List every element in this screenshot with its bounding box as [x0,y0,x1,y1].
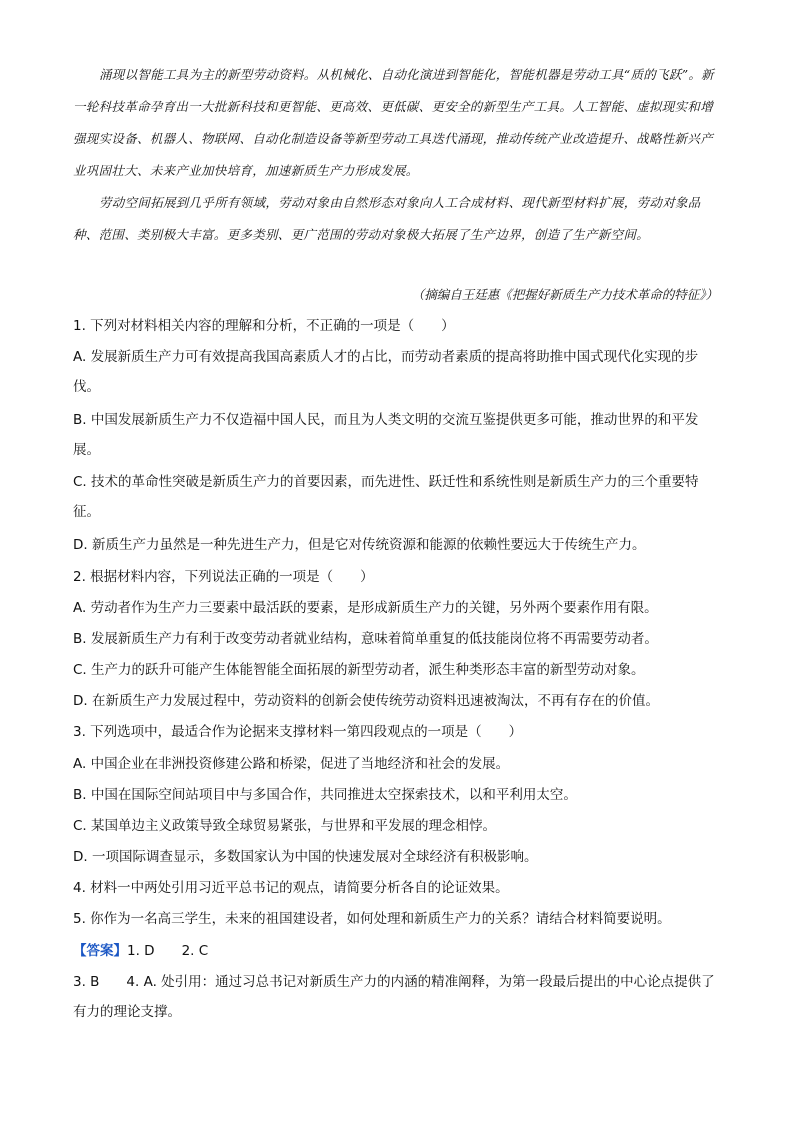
question-3-option-d: D. 一项国际调查显示，多数国家认为中国的快速发展对全球经济有积极影响。 [73,849,538,865]
question-1-option-b: B. 中国发展新质生产力不仅造福中国人民，而且为人类文明的交流互鉴提供更多可能，推动世界的和平发展。 [73,412,699,458]
question-1-option-d: D. 新质生产力虽然是一种先进生产力，但是它对传统资源和能源的依赖性要远大于传统生产力。 [73,537,646,553]
question-3-option-a: A. 中国企业在非洲投资修建公路和桥梁，促进了当地经济和社会的发展。 [73,756,510,772]
question-1-option-c: C. 技术的革命性突破是新质生产力的首要因素，而先进性、跃迁性和系统性则是新质生产力的三个重要特征。 [73,474,699,520]
question-1-option-a: A. 发展新质生产力可有效提高我国高素质人才的占比，而劳动者素质的提高将助推中国式现代化实现的步伐。 [73,349,699,395]
answer-tag: 【答案】 [73,943,127,959]
question-2-option-c: C. 生产力的跃升可能产生体能智能全面拓展的新型劳动者，派生种类形态丰富的新型劳动对象。 [73,662,645,678]
answer-line-1 [73,936,723,966]
question-5-stem: 5. 你作为一名高三学生，未来的祖国建设者，如何处理和新质生产力的关系？请结合材料简要说明。 [73,911,671,927]
question-3-stem: 3. 下列选项中，最适合作为论据来支撑材料一第四段观点的一项是（ ） [73,724,523,740]
question-2-option-b: B. 发展新质生产力有利于改变劳动者就业结构，意味着简单重复的低技能岗位将不再需要劳动者。 [73,631,658,647]
answer-line-2: 3. B 4. A. 处引用：通过习总书记对新质生产力的内涵的精准阐释，为第一段最后提出的中心论点提供了有力的理论支撑。 [73,974,715,1020]
question-2-option-a: A. 劳动者作为生产力三要素中最活跃的要素，是形成新质生产力的关键，另外两个要素作用有限。 [73,600,658,616]
material-source: （摘编自王廷惠《把握好新质生产力技术革命的特征》） [411,287,718,302]
question-2-stem: 2. 根据材料内容，下列说法正确的一项是（ ） [73,569,374,585]
question-4-stem: 4. 材料一中两处引用习近平总书记的观点，请简要分析各自的论证效果。 [73,880,509,896]
question-1-stem: 1. 下列对材料相关内容的理解和分析，不正确的一项是（ ） [73,318,455,334]
answer-values: 1. D 2. C [127,943,209,959]
question-3-option-b: B. 中国在国际空间站项目中与多国合作，共同推进太空探索技术，以和平利用太空。 [73,787,577,803]
material-paragraph-2: 劳动空间拓展到几乎所有领域，劳动对象由自然形态对象向人工合成材料、现代新型材料扩展，劳动对象品种、范围、类别极大丰富。更多类别、更广范围的劳动对象极大拓展了生产边界，创造了生产新空间。 [73,195,701,242]
question-3-option-c: C. 某国单边主义政策导致全球贸易紧张，与世界和平发展的理念相悖。 [73,818,497,834]
material-paragraph-1: 涌现以智能工具为主的新型劳动资料。从机械化、自动化演进到智能化，智能机器是劳动工具“质的飞跃”。新一轮科技革命孕育出一大批新科技和更智能、更高效、更低碳、更安全的新型生产工具。人工智能、虚拟现实和增强现实设备、机器人、物联网、自动化制造设备等新型劳动工具迭代涌现，推动传统产业改造提升、战略性新兴产业巩固壮大、未来产业加快培育，加速新质生产力形成发展。 [73,67,714,178]
question-2-option-d: D. 在新质生产力发展过程中，劳动资料的创新会使传统劳动资料迅速被淘汰，不再有存在的价值。 [73,693,659,709]
